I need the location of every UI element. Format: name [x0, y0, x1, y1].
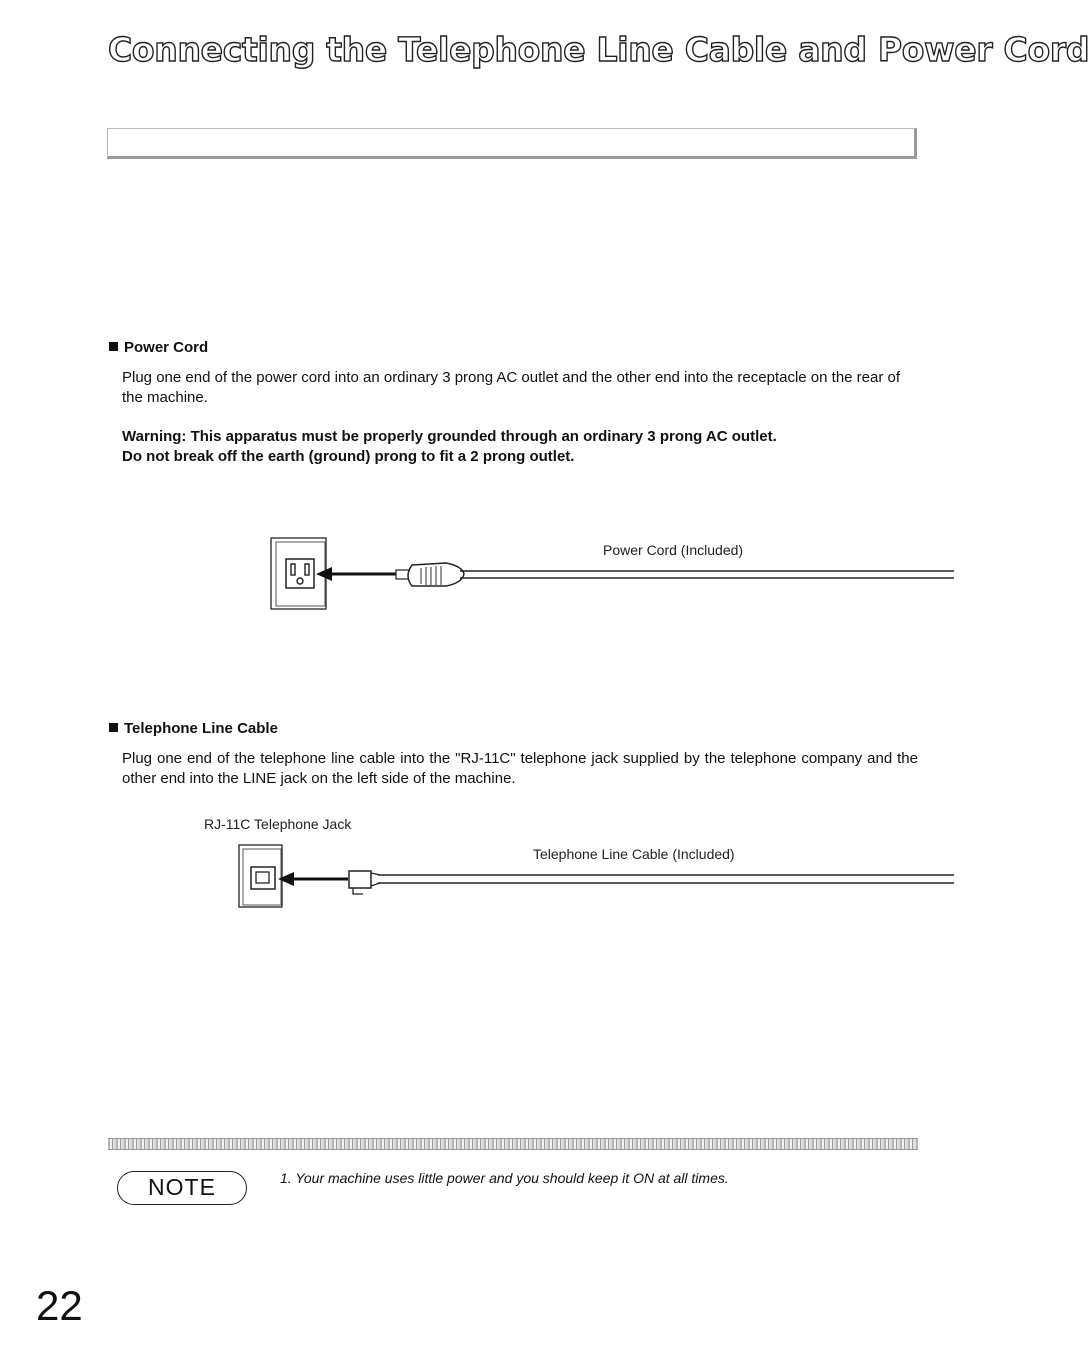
telephone-cable-caption: Telephone Line Cable (Included)	[533, 846, 735, 862]
grounding-warning-line-2: Do not break off the earth (ground) prong to fit a 2 prong outlet.	[122, 448, 575, 465]
page-number: 22	[36, 1282, 83, 1329]
section-header-box	[107, 128, 917, 159]
arrow-left-icon	[278, 872, 348, 886]
power-plug-icon	[396, 563, 464, 586]
arrow-left-icon	[316, 567, 396, 581]
power-cord-caption: Power Cord (Included)	[603, 542, 744, 558]
note-badge: NOTE	[117, 1171, 247, 1205]
power-cord-heading-text: Power Cord	[124, 339, 209, 356]
power-cord-line	[460, 571, 954, 578]
telephone-line-heading-text: Telephone Line Cable	[124, 720, 278, 737]
rj11c-jack-caption: RJ-11C Telephone Jack	[204, 816, 352, 832]
power-cord-heading	[109, 339, 208, 356]
power-cord-diagram	[0, 530, 954, 620]
grounding-warning	[122, 427, 922, 467]
telephone-line-diagram	[0, 835, 954, 915]
modular-plug-icon	[349, 871, 380, 894]
note-divider-bar	[108, 1138, 918, 1150]
telephone-line-instructions: Plug one end of the telephone line cable into the "RJ-11C" telephone jack supplied by the telephone company and the other end into the LINE jack on the left side of the machine.	[122, 750, 918, 787]
telephone-cable-line	[378, 875, 954, 883]
telephone-jack-icon	[239, 845, 282, 907]
note-item-1: 1. Your machine uses little power and you should keep it ON at all times.	[280, 1170, 729, 1186]
grounding-warning-line-1: Warning: This apparatus must be properly grounded through an ordinary 3 prong AC outlet.	[122, 428, 777, 445]
square-bullet-icon	[109, 342, 118, 351]
telephone-line-heading	[109, 720, 278, 737]
power-cord-instructions: Plug one end of the power cord into an ordinary 3 prong AC outlet and the other end into the receptacle on the rear of the machine.	[122, 369, 901, 406]
square-bullet-icon	[109, 723, 118, 732]
page-title: Connecting the Telephone Line Cable and Power Cord	[108, 30, 1089, 69]
